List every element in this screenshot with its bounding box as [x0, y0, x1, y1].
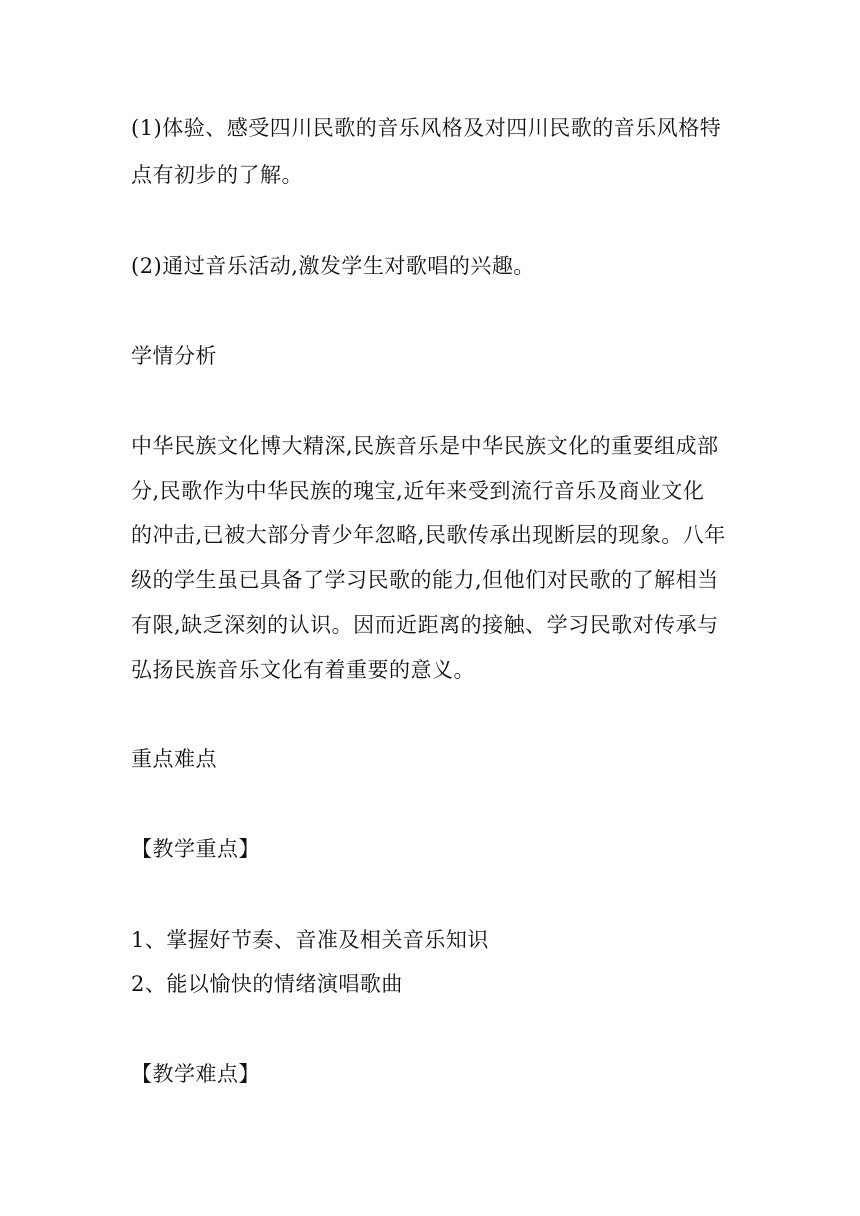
analysis-line: 弘扬民族音乐文化有着重要的意义。 [131, 658, 475, 682]
objective-1-line-1: (1)体验、感受四川民歌的音乐风格及对四川民歌的音乐风格特 [131, 116, 722, 140]
objective-2: (2)通过音乐活动,激发学生对歌唱的兴趣。 [131, 254, 535, 278]
analysis-line: 级的学生虽已具备了学习民歌的能力,但他们对民歌的了解相当 [131, 568, 719, 592]
analysis-line: 的冲击,已被大部分青少年忽略,民歌传承出现断层的现象。八年 [131, 523, 726, 547]
analysis-line: 分,民歌作为中华民族的瑰宝,近年来受到流行音乐及商业文化 [131, 479, 705, 503]
analysis-line: 中华民族文化博大精深,民族音乐是中华民族文化的重要组成部 [131, 434, 719, 458]
section-heading-analysis: 学情分析 [131, 344, 217, 368]
focus-item: 1、掌握好节奏、音准及相关音乐知识 [131, 928, 489, 952]
analysis-line: 有限,缺乏深刻的认识。因而近距离的接触、学习民歌对传承与 [131, 613, 719, 637]
section-heading-key-points: 重点难点 [131, 747, 217, 771]
focus-heading: 【教学重点】 [131, 837, 260, 861]
focus-item: 2、能以愉快的情绪演唱歌曲 [131, 972, 403, 996]
objective-1-line-2: 点有初步的了解。 [131, 163, 303, 187]
difficulty-heading: 【教学难点】 [131, 1062, 260, 1086]
